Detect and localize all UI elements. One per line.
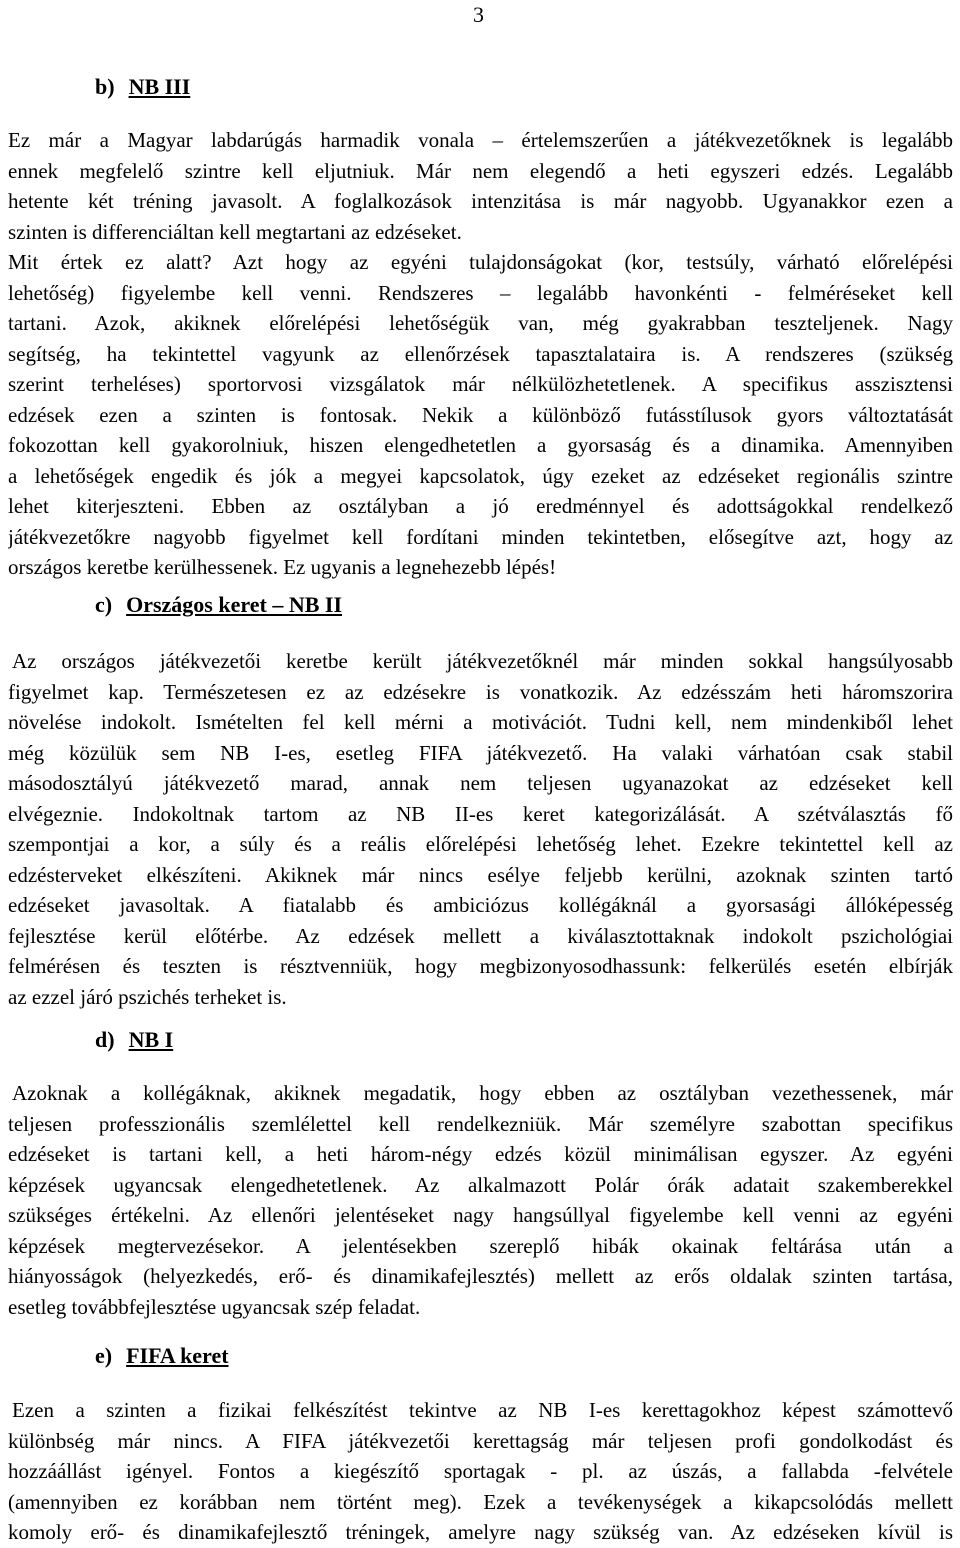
- section-heading-orszagos-keret: [95, 592, 342, 618]
- paragraph-line: hetente két tréning javasolt. A foglalkozások intenzitása is már nagyobb. Ugyanakkor ezen a: [8, 189, 953, 213]
- paragraph-line: Mit értek ez alatt? Azt hogy az egyéni tulajdonságokat (kor, testsúly, várható előrelépési: [8, 250, 953, 274]
- paragraph-line: hiányosságok (helyezkedés, erő- és dinamikafejlesztés) mellett az erős oldalak szinten tartása,: [8, 1264, 953, 1288]
- paragraph-line: figyelmet kap. Természetesen ez az edzésekre is vonatkozik. Az edzésszám heti háromszorira: [8, 679, 953, 704]
- paragraph-line: növelése indokolt. Ismételten fel kell mérni a motivációt. Tudni kell, nem mindenkiből lehet: [8, 710, 953, 734]
- paragraph-line: hozzáállást igényel. Fontos a kiegészítő sportagak - pl. az úszás, a fallabda -felvétele: [8, 1459, 953, 1483]
- section-title: NB I: [128, 1027, 174, 1052]
- section-marker: e): [95, 1343, 113, 1368]
- page-number: 3: [473, 2, 484, 27]
- paragraph-line: edzéseket is tartani kell, a heti három-négy edzés közül minimálisan egyszer. Az egyéni: [8, 1142, 953, 1166]
- section-heading-fifa-keret: [95, 1343, 229, 1369]
- paragraph-line: Az országos játékvezetői keretbe került játékvezetőknél már minden sokkal hangsúlyosabb: [12, 649, 953, 673]
- paragraph-line: szükséges értékelni. Az ellenőri jelentéseket nagy hangsúllyal figyelembe kell venni az egyéni: [8, 1203, 953, 1227]
- paragraph-line: teljesen professzionális szemlélettel kell rendelkezniük. Már személyre szabottan specifikus: [8, 1111, 953, 1136]
- section-body-orszagos-keret: [8, 646, 953, 1012]
- paragraph-line: képzések megtervezésekor. A jelentésekben szereplő hibák okainak feltárása után a: [8, 1233, 953, 1258]
- section-marker: d): [95, 1027, 115, 1052]
- paragraph-line: komoly erő- és dinamikafejlesztő tréningek, amelyre nagy szükség van. Az edzéseken kívül is: [8, 1520, 953, 1544]
- paragraph-line: különbség már nincs. A FIFA játékvezetői kerettagság már teljesen profi gondolkodást és: [8, 1428, 953, 1453]
- section-body-nb1: [8, 1078, 953, 1322]
- section-body-fifa-keret: [8, 1395, 953, 1548]
- paragraph-line: fejlesztése kerül előtérbe. Az edzések mellett a kiválasztottaknak indokolt pszichológiai: [8, 923, 953, 948]
- paragraph-line: edzéseket javasoltak. A fiatalabb és ambiciózus kollégáknál a gyorsasági állóképesség: [8, 893, 953, 917]
- paragraph-line: szerint terheléses) sportorvosi vizsgálatok már nélkülözhetetlenek. A specifikus asszisztensi: [8, 372, 953, 396]
- paragraph-line: országos keretbe kerülhessenek. Ez ugyanis a legnehezebb lépés!: [8, 555, 557, 579]
- paragraph-line: edzésterveket elkészíteni. Akiknek már nincs esélye feljebb kerülni, azoknak szinten tartó: [8, 862, 953, 887]
- section-title: NB III: [128, 74, 191, 99]
- section-heading-nb3: [95, 74, 190, 100]
- paragraph-line: fokozottan kell gyakorolniuk, hiszen elengedhetetlen a gyorsaság és a dinamika. Amennyiben: [8, 433, 953, 457]
- paragraph-line: lehetőség) figyelembe kell venni. Rendszeres – legalább havonkénti - felméréseket kell: [8, 280, 953, 305]
- paragraph-line: szempontjai a kor, a súly és a reális előrelépési lehetőség lehet. Ezekre tekintettel kell az: [8, 832, 953, 856]
- paragraph-line: még közülük sem NB I-es, esetleg FIFA játékvezető. Ha valaki várhatóan csak stabil: [8, 740, 953, 765]
- paragraph-line: az ezzel járó pszichés terheket is.: [8, 984, 287, 1009]
- section-heading-nb1: [95, 1027, 173, 1053]
- paragraph-line: elvégeznie. Indokoltnak tartom az NB II-es keret kategorizálását. A szétválasztás fő: [8, 801, 953, 826]
- section-title: FIFA keret: [126, 1343, 229, 1368]
- paragraph-line: Azoknak a kollégáknak, akiknek megadatik, hogy ebben az osztályban vezethessenek, már: [12, 1081, 953, 1105]
- paragraph-line: ennek megfelelő szintre kell eljutniuk. Már nem elegendő a heti egyszeri edzés. Legalább: [8, 158, 953, 183]
- paragraph-line: (amennyiben ez korábban nem történt meg). Ezek a tevékenységek a kikapcsolódás mellett: [8, 1489, 953, 1514]
- paragraph-line: esetleg továbbfejlesztése ugyancsak szép feladat.: [8, 1294, 421, 1319]
- paragraph-line: játékvezetőkre nagyobb figyelmet kell fordítani minden tekintetben, elősegítve azt, hogy az: [8, 524, 953, 549]
- section-body-nb3: [8, 125, 953, 583]
- paragraph-line: tartani. Azok, akiknek előrelépési lehetőségük van, még gyakrabban teszteljenek. Nagy: [8, 311, 953, 335]
- paragraph-line: felmérésen és teszten is résztvenniük, hogy megbizonyosodhassunk: felkerülés esetén elbírják: [8, 954, 953, 978]
- paragraph-line: lehet kiterjeszteni. Ebben az osztályban a jó eredménnyel és adottságokkal rendelkező: [8, 494, 953, 518]
- section-marker: b): [95, 74, 115, 99]
- paragraph-line: a lehetőségek engedik és jók a megyei kapcsolatok, úgy ezeket az edzéseket regionális szintre: [8, 463, 953, 488]
- section-marker: c): [95, 592, 113, 617]
- paragraph-line: segítség, ha tekintettel vagyunk az ellenőrzések tapasztalataira is. A rendszeres (szükség: [8, 341, 953, 366]
- paragraph-line: másodosztályú játékvezető marad, annak nem teljesen ugyanazokat az edzéseket kell: [8, 771, 953, 795]
- paragraph-line: szinten is differenciáltan kell megtartani az edzéseket.: [8, 219, 462, 244]
- paragraph-line: edzések ezen a szinten is fontosak. Nekik a különböző futásstílusok gyors változtatását: [8, 402, 953, 427]
- section-title: Országos keret – NB II: [126, 592, 343, 617]
- paragraph-line: Ezen a szinten a fizikai felkészítést tekintve az NB I-es kerettagokhoz képest számottevő: [12, 1398, 953, 1422]
- paragraph-line: képzések ugyancsak elengedhetetlenek. Az alkalmazott Polár órák adatait szakemberekkel: [8, 1172, 953, 1197]
- paragraph-line: Ez már a Magyar labdarúgás harmadik vonala – értelemszerűen a játékvezetőknek is legalább: [8, 128, 953, 152]
